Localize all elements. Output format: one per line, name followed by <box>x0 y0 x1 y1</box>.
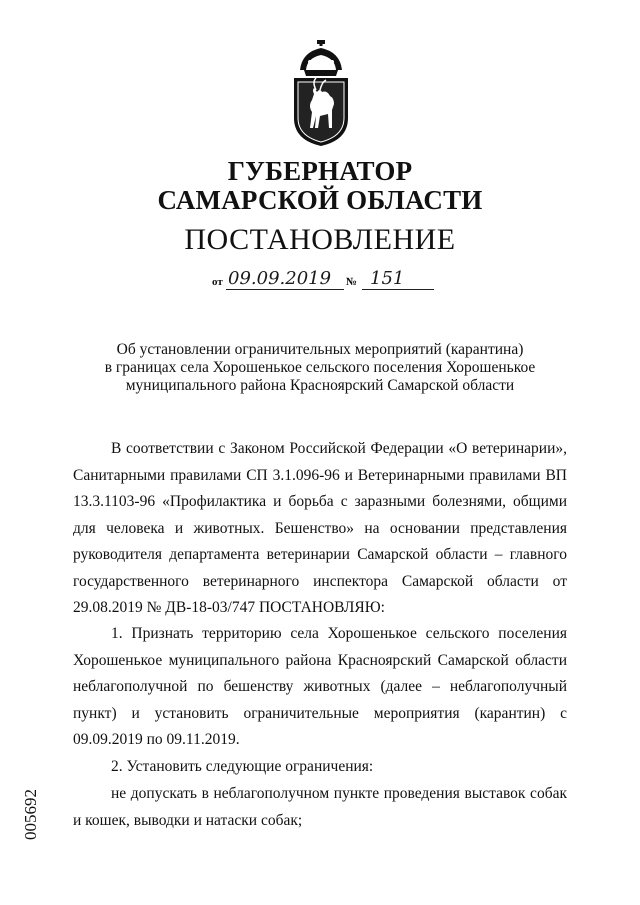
subject-line-1: Об установлении ограничительных мероприятий (карантина) <box>116 341 524 358</box>
issuer-title-line1: ГУБЕРНАТОР <box>227 156 413 186</box>
date-underline <box>226 289 344 290</box>
body-paragraph-3: 2. Установить следующие ограничения: <box>111 758 374 775</box>
body-paragraph-4: не допускать в неблагополучном пункте проведения выставок собак и кошек, выводки и натаски собак; <box>73 785 567 829</box>
subject-line-2: в границах села Хорошенькое сельского поселения Хорошенькое <box>104 359 536 376</box>
side-serial-number <box>8 768 48 840</box>
issuer-title-line2: САМАРСКОЙ ОБЛАСТИ <box>157 185 483 215</box>
number-label: № <box>346 276 358 288</box>
document-type-title: ПОСТАНОВЛЕНИЕ <box>184 223 456 256</box>
number-underline <box>362 289 434 290</box>
date-from-label: от <box>212 276 223 288</box>
side-serial-number-text: 005692 <box>21 789 40 840</box>
body-paragraph-2: 1. Признать территорию села Хорошенькое сельского поселения Хорошенькое муниципального района Красноярский Самарской области неблагополучной по бешенству животных (далее – неблагополучный пункт) и установить ограничительные мероприятия (карантин) с 09.09.2019 по 09.11.2019. <box>73 625 567 748</box>
handwritten-date: 09.09.2019 <box>228 268 332 289</box>
handwritten-number: 151 <box>370 268 405 289</box>
date-number-line <box>212 268 437 292</box>
document-subject <box>60 341 580 395</box>
subject-line-3: муниципального района Красноярский Самарской области <box>125 377 515 394</box>
samara-coat-of-arms-icon <box>290 40 352 148</box>
body-paragraph-1: В соответствии с Законом Российской Федерации «О ветеринарии», Санитарными правилами СП 3.1.096-96 и Ветеринарными правилами ВП 13.3.1103-96 «Профилактика и борьба с заразными болезнями, общими для человека и животных. Бешенство» на основании представления руководителя департамента ветеринарии Самарской области – главного государственного ветеринарного инспектора Самарской области от 29.08.2019 № ДВ-18-03/747 ПОСТАНОВЛЯЮ: <box>73 440 567 616</box>
